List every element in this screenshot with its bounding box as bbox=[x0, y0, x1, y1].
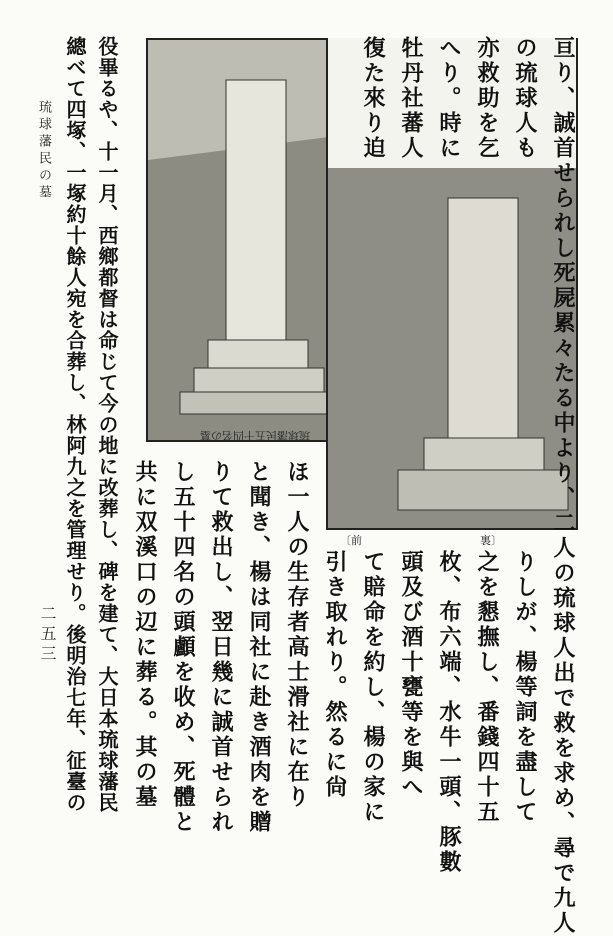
text-column-15: りて救出し、翌日幾に誠首せられ bbox=[208, 460, 234, 835]
text-column-7: りしが、楊等詞を盡して bbox=[512, 550, 538, 825]
text-column-2: の琉球人も bbox=[512, 36, 538, 161]
text-column-10: 頭及び酒十甕等を與へ bbox=[398, 550, 424, 800]
text-column-13: ほ一人の生存者高士滑社に在り bbox=[284, 460, 310, 810]
text-column-3: 亦救助を乞 bbox=[474, 36, 500, 161]
text-column-12: 引き取れり。然るに尙 bbox=[322, 550, 348, 800]
text-column-4: へり。時に bbox=[436, 36, 462, 161]
photo-label-left: 〔前 bbox=[340, 534, 362, 547]
text-column-18: 役畢るや、十一月、西鄉都督は命じて今の地に改葬し、碑を建て、大日本琉球藩民 bbox=[95, 36, 119, 813]
text-column-5: 牡丹社蕃人 bbox=[398, 36, 424, 161]
text-column-19: 總べて四塚、一塚約十餘人宛を合葬し、林阿九之を管理せり。後明治七年、征臺の bbox=[63, 36, 87, 813]
text-column-17: 共に双溪口の辺に葬る。其の墓 bbox=[132, 460, 158, 810]
photo-label-right: 裏〕 bbox=[480, 534, 502, 547]
running-head: 琉球藩民の墓 bbox=[36, 100, 51, 202]
text-column-6: 復た來り迫 bbox=[360, 36, 386, 161]
text-column-9: 枚、布六端、水牛一頭、豚數 bbox=[436, 550, 462, 875]
photo-caption: 琉球藩民五十四名の墓 bbox=[200, 429, 310, 442]
text-column-8: 之を懇撫し、番錢四十五 bbox=[474, 550, 500, 825]
text-column-11: て賠命を約し、楊の家に bbox=[360, 550, 386, 825]
text-column-16: し五十四名の頭顱を收め、死體と bbox=[170, 460, 196, 835]
text-column-14: と聞き、楊は同社に赴き酒肉を贈 bbox=[246, 460, 272, 835]
page-number: 二五三 bbox=[38, 605, 57, 665]
text-column-1: 亘り、誠首せられし死屍累々たる中より、二人の琉球人出で救を求め、尋で九人 bbox=[550, 36, 576, 936]
